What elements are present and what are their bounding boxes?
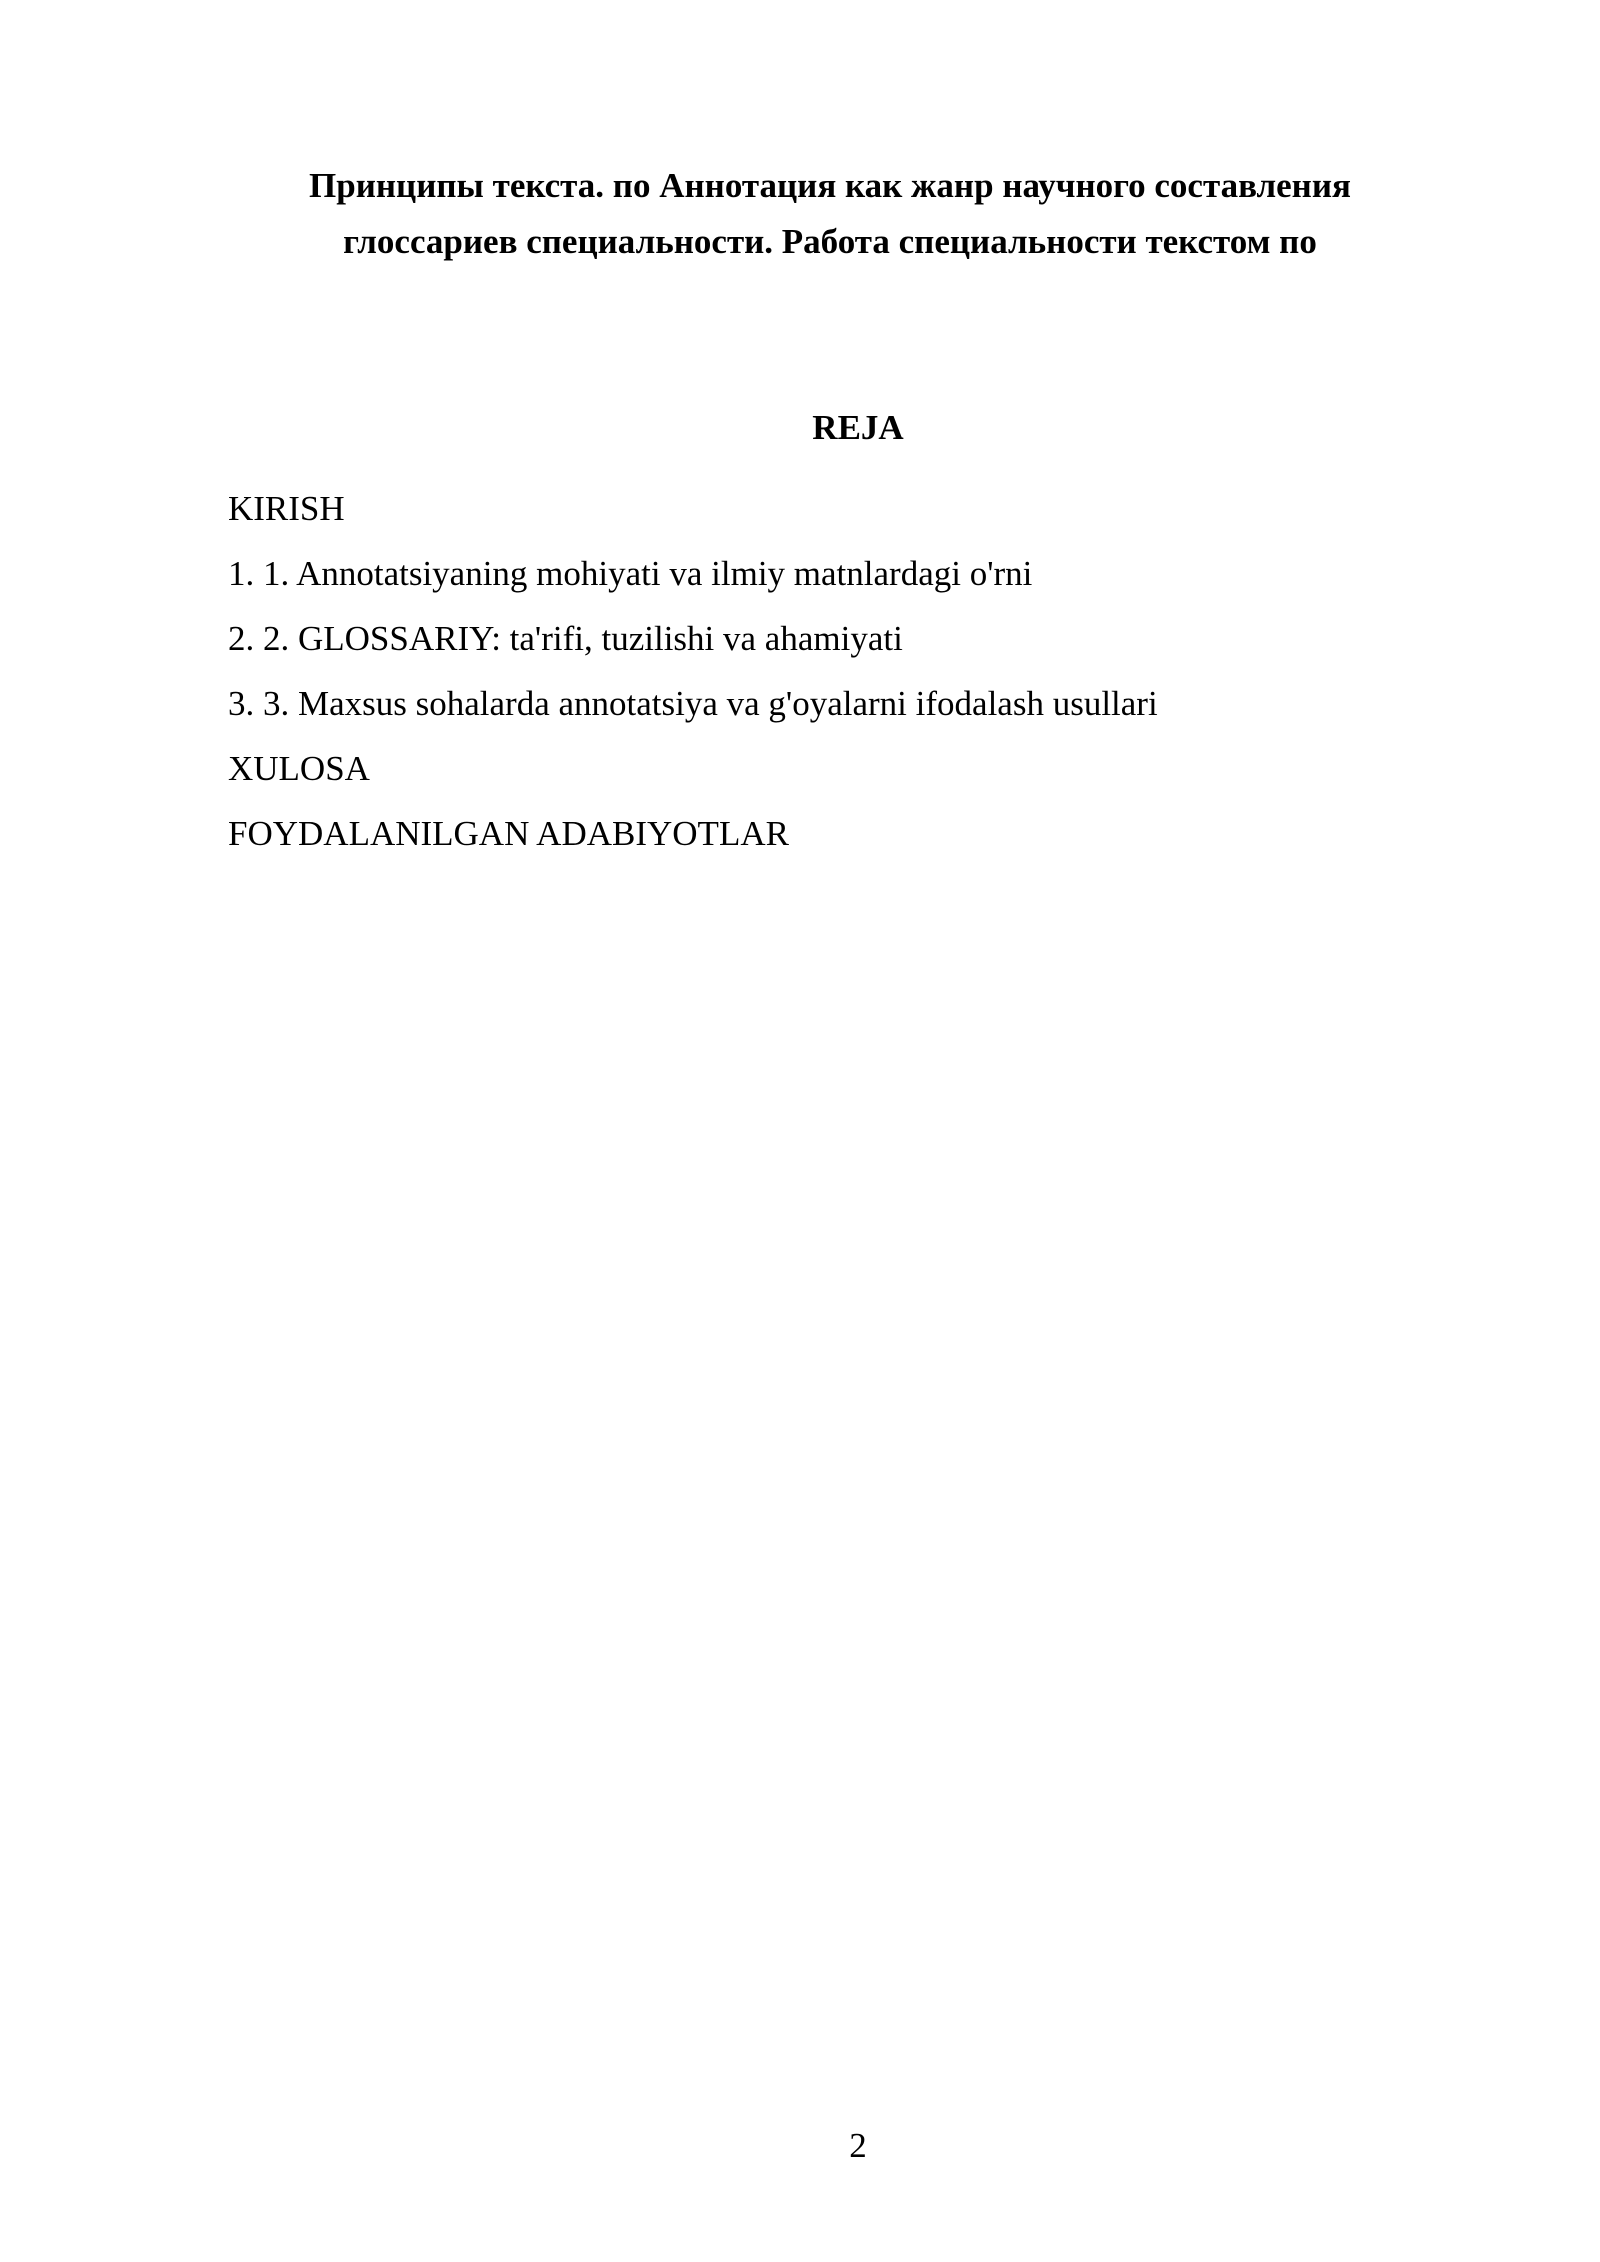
plan-item-1: 1. 1. Annotatsiyaning mohiyati va ilmiy matnlardagi o'rni (228, 554, 1033, 593)
plan-item-conclusion: XULOSA (228, 749, 370, 788)
plan-item-introduction: KIRISH (228, 489, 345, 528)
document-title (230, 158, 1430, 270)
title-line-2: глоссариев специальности. Работа специальности текстом по (343, 222, 1317, 261)
plan-list (228, 476, 1158, 866)
plan-item-3: 3. 3. Maxsus sohalarda annotatsiya va g'oyalarni ifodalash usullari (228, 684, 1158, 723)
plan-item-2: 2. 2. GLOSSARIY: ta'rifi, tuzilishi va ahamiyati (228, 619, 903, 658)
plan-heading: REJA (812, 408, 904, 447)
plan-item-references: FOYDALANILGAN ADABIYOTLAR (228, 814, 789, 853)
title-line-1: Принципы текста. по Аннотация как жанр научного составления (309, 166, 1351, 205)
page-number: 2 (849, 2126, 867, 2165)
